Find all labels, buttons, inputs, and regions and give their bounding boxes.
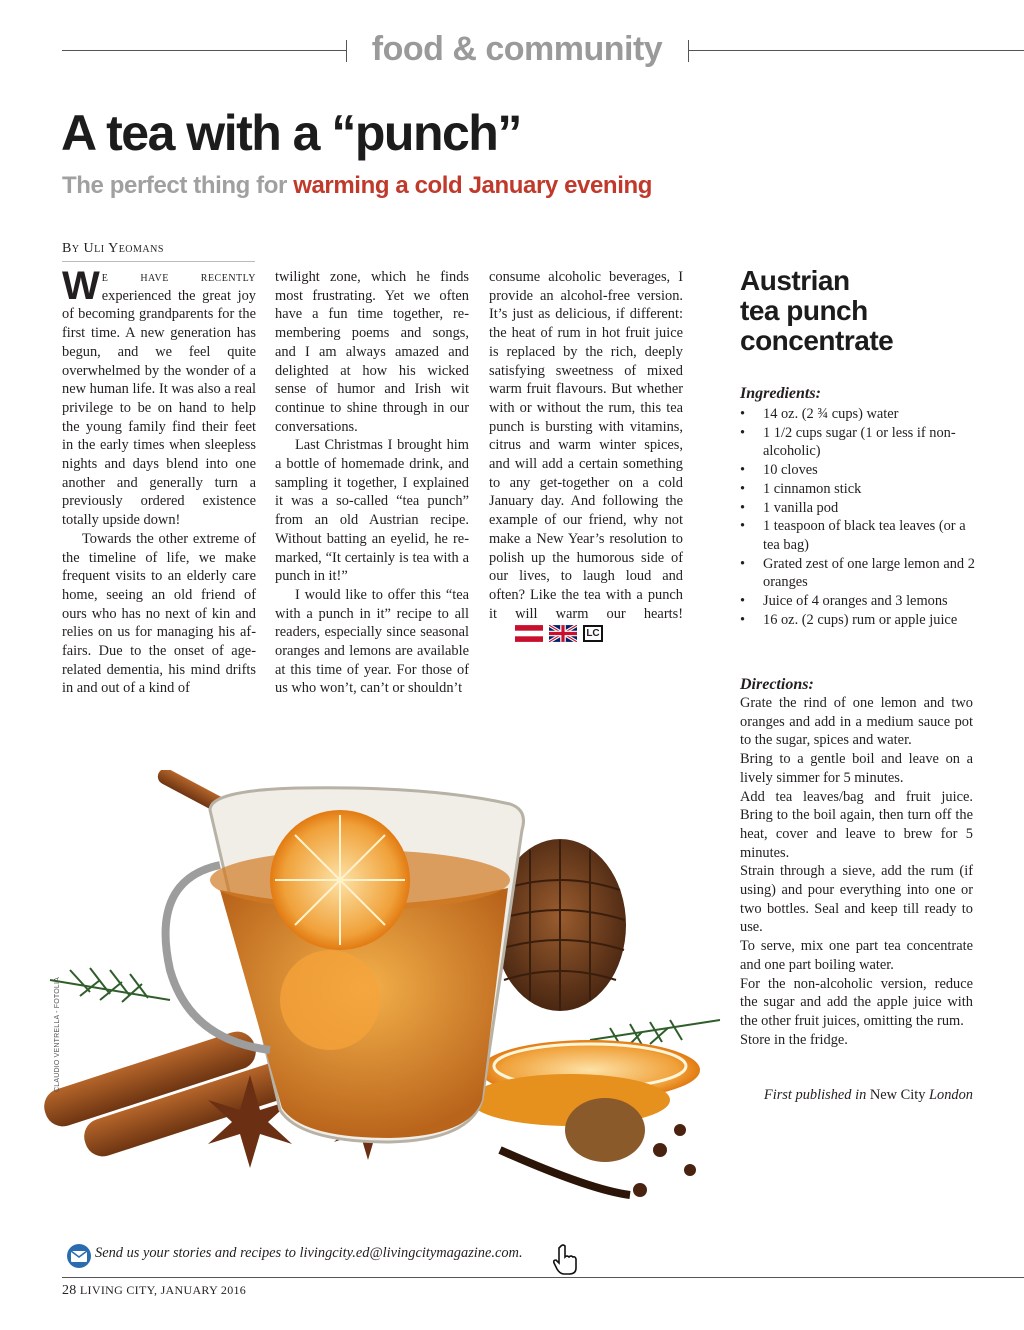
hand-pointer-icon xyxy=(552,1244,578,1276)
header-rule-left xyxy=(62,50,346,51)
publication-city: London xyxy=(925,1087,973,1103)
drop-cap: W xyxy=(62,264,100,308)
ingredients-label: Ingredients: xyxy=(740,385,821,402)
byline-text: By Uli Yeomans xyxy=(62,241,164,256)
header-rule-right xyxy=(688,50,1024,51)
flag-group xyxy=(515,625,603,642)
mail-icon[interactable] xyxy=(65,1244,93,1268)
first-published-prefix: First published in xyxy=(763,1087,870,1103)
byline xyxy=(62,241,164,257)
direction-step: Add tea leaves/bag and fruit juice. Bring to the boil again, then turn off the heat, cover and leave to brew for 5 minutes. xyxy=(740,788,973,861)
ingredient-item: • 1 teaspoon of black tea leaves (or a tea bag) xyxy=(740,517,976,554)
photo-credit: CLAUDIO VENTRELLA - FOTOLIA xyxy=(54,977,61,1092)
subhead-red: warming a cold January evening xyxy=(293,172,652,199)
lc-logo-icon: LC xyxy=(583,625,603,642)
austria-flag-icon xyxy=(515,625,543,642)
paragraph-text: experienced the great joy of becoming grandparents for the first time. A new generation has begun, and we feel quite overwhelmed by the wonder of a new human life. It was also a real privilege to be on hand to help the young family find their feet in the early times when sleepless nights and days blend into one another and generally turn a previously ordered existence totally upside down! xyxy=(62,287,256,529)
ingredient-item: • 1 vanilla pod xyxy=(740,499,976,518)
ingredient-item: • Grated zest of one large lemon and 2 oranges xyxy=(740,555,976,592)
uk-flag-icon xyxy=(549,625,577,642)
ingredient-item: • 16 oz. (2 cups) rum or apple juice xyxy=(740,611,976,630)
footer-rule xyxy=(62,1277,1024,1278)
lead-in: e have recently xyxy=(101,269,256,285)
paragraph xyxy=(62,264,256,530)
paragraph-text: consume alcoholic beverages, I provide an alcohol-free version. It’s just as delicious, if different: the heat of rum in hot fruit juice is replaced by the rich, deeply satisfying sweetness of mixed warm fruit flavours. But whether with or without the rum, this tea punch is bursting with vitamins, citrus and warm winter spices, and will add a certain something to any get-together on a cold January day. And following the example of our friend, why not make a New Year’s resolution to polish up the humorous side of our lives, to laugh loud and often? Like the tea with a punch it will warm our hearts! xyxy=(489,269,683,622)
ingredient-item: • 1 cinnamon stick xyxy=(740,480,976,499)
direction-step: To serve, mix one part tea concentrate and one part boiling water. xyxy=(740,938,973,973)
direction-step: Bring to a gentle boil and leave on a lively simmer for 5 minutes. xyxy=(740,751,973,786)
directions xyxy=(740,694,973,1049)
paragraph: I would like to offer this “tea with a punch in it” recipe to all readers, especially since seasonal oranges and lemons are available at this time of year. For those of us who won’t, can’t or shouldn’t xyxy=(275,586,469,697)
recipe-title-line: tea punch xyxy=(740,295,868,326)
paragraph: twilight zone, which he finds most frustrating. Yet we often have a fun time together, remembering poems and songs, and I am always amazed and delighted at how his wicked sense of humor and Irish wit continue to shine through in our conversations. xyxy=(275,269,469,435)
ingredient-item: • Juice of 4 oranges and 3 lemons xyxy=(740,592,976,611)
ingredient-item: • 14 oz. (2 ¾ cups) water xyxy=(740,405,976,424)
direction-step: Grate the rind of one lemon and two oranges and add in a medium sauce pot to the sugar, spices and water. xyxy=(740,695,973,749)
article-column-1 xyxy=(62,264,256,698)
section-label: food & community xyxy=(371,30,663,68)
publication-name: New City xyxy=(869,1087,926,1103)
ingredients-list xyxy=(740,405,976,629)
article-column-3 xyxy=(489,268,683,642)
headline: A tea with a “punch” xyxy=(61,105,521,161)
recipe-title xyxy=(740,266,1000,356)
article-column-2 xyxy=(275,268,469,698)
header-tick-right xyxy=(688,40,689,62)
direction-step: For the non-alcoholic version, reduce the sugar and add the apple juice with the other fruit juices, omitting the rum. xyxy=(740,975,973,1029)
direction-step: Store in the fridge. xyxy=(740,1031,848,1048)
paragraph: Last Christmas I brought him a bottle of homemade drink, and sampling it together, I explained it was a so-called “tea punch” from an old Austrian recipe. Without batting an eyelid, he remarked, “It certainly is tea with a punch in it!” xyxy=(275,437,469,585)
first-published-note xyxy=(740,1087,973,1104)
directions-label: Directions: xyxy=(740,676,814,693)
recipe-title-line: Austrian xyxy=(740,265,850,296)
ingredient-item: • 1 1/2 cups sugar (1 or less if non-alcoholic) xyxy=(740,424,976,461)
subhead-grey: The perfect thing for xyxy=(62,172,294,199)
subheadline xyxy=(62,172,652,200)
ingredient-item: • 10 cloves xyxy=(740,461,976,480)
byline-rule xyxy=(62,261,255,262)
paragraph xyxy=(489,268,683,642)
folio xyxy=(62,1283,246,1299)
page-number: 28 xyxy=(62,1283,77,1298)
recipe-title-line: concentrate xyxy=(740,325,894,356)
publication-date: LIVING CITY, JANUARY 2016 xyxy=(79,1283,247,1297)
paragraph: Towards the other extreme of the timeline of life, we make frequent visits to an elderly care home, seeing an old friend of ours who has no next of kin and relies on us for managing his affairs. Due to the onset of age-related dementia, his mind drifts in and out of a kind of xyxy=(62,530,256,697)
tea-punch-photo xyxy=(30,770,730,1240)
nutmeg xyxy=(565,1098,645,1162)
header-tick-left xyxy=(346,40,347,62)
direction-step: Strain through a sieve, add the rum (if using) and pour everything into one or two bottles. Seal and keep till ready to use. xyxy=(740,863,973,936)
submission-callout[interactable]: Send us your stories and recipes to livingcity.ed@livingcitymagazine.com. xyxy=(95,1245,523,1261)
